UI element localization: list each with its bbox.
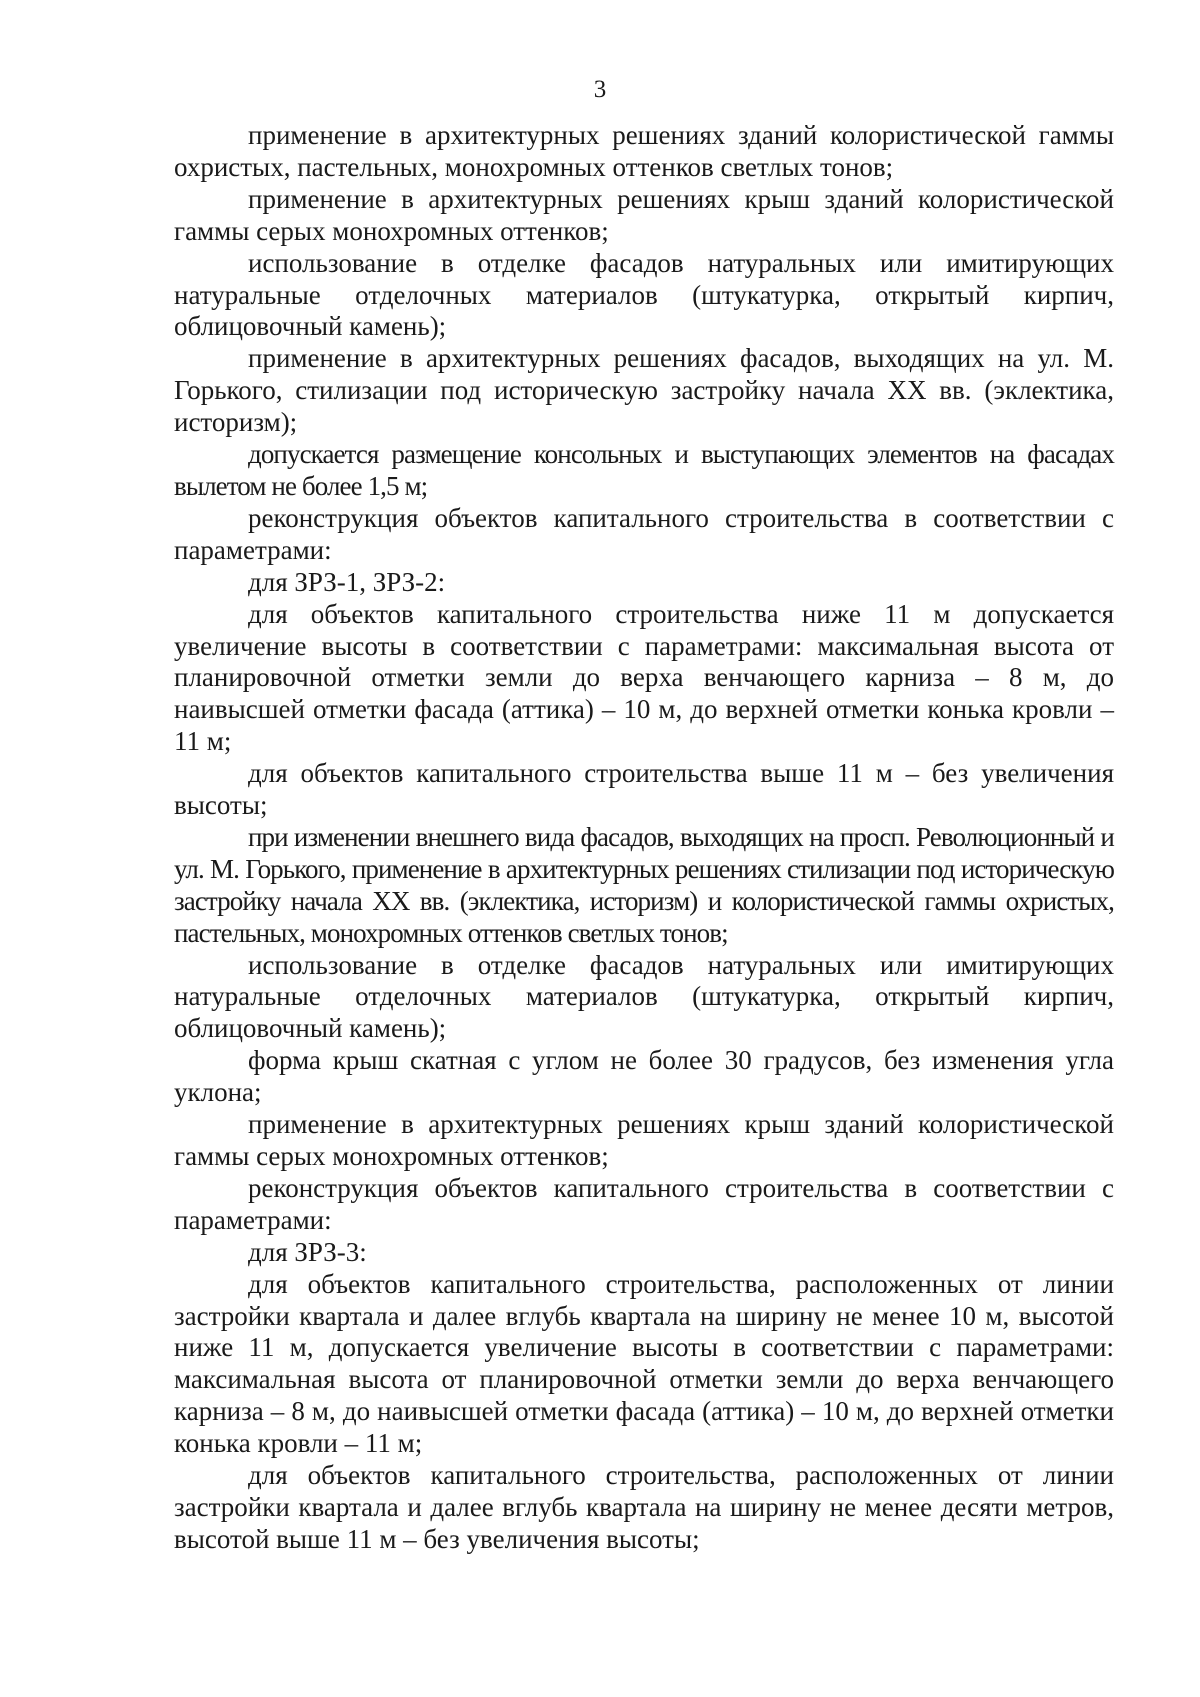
paragraph-3: использование в отделке фасадов натуральных или имитирующих натуральные отделочных материалов (штукатурка, открытый кирпич, облицовочный камень); xyxy=(174,247,1114,342)
paragraph-10: при изменении внешнего вида фасадов, выходящих на просп. Революционный и ул. М. Горького, применение в архитектурных решениях стилизации под историческую застройку начала XX вв. (эклектика, историзм) и колористической гаммы охристых, пастельных, монохромных оттенков светлых тонов; xyxy=(174,821,1114,948)
paragraph-6: реконструкция объектов капитального строительства в соответствии с параметрами: xyxy=(174,502,1114,565)
paragraph-12: форма крыш скатная с углом не более 30 градусов, без изменения угла уклона; xyxy=(174,1045,1114,1108)
paragraph-5: допускается размещение консольных и выступающих элементов на фасадах вылетом не более 1,5 м; xyxy=(174,439,1114,501)
paragraph-9: для объектов капитального строительства выше 11 м – без увеличения высоты; xyxy=(174,758,1114,821)
paragraph-17: для объектов капитального строительства, расположенных от линии застройки квартала и далее вглубь квартала на ширину не менее десяти метров, высотой выше 11 м – без увеличения высоты; xyxy=(174,1460,1114,1554)
paragraph-7: для ЗРЗ-1, ЗРЗ-2: xyxy=(248,566,446,597)
paragraph-14: реконструкция объектов капитального строительства в соответствии с параметрами: xyxy=(174,1172,1114,1235)
paragraph-15: для ЗРЗ-3: xyxy=(248,1236,367,1267)
paragraph-13: применение в архитектурных решениях крыш зданий колористической гаммы серых монохромных оттенков; xyxy=(174,1109,1114,1171)
paragraph-8: для объектов капитального строительства ниже 11 м допускается увеличение высоты в соответствии с параметрами: максимальная высота от планировочной отметки земли до верха венчающего карниза – 8 м, до наивысшей отметки фасада (аттика) – 10 м, до верхней отметки конька кровли – 11 м; xyxy=(174,598,1114,757)
paragraph-1: применение в архитектурных решениях зданий колористической гаммы охристых, пастельных, монохромных оттенков светлых тонов; xyxy=(174,120,1114,182)
paragraph-2: применение в архитектурных решениях крыш зданий колористической гаммы серых монохромных оттенков; xyxy=(174,183,1114,246)
document-body xyxy=(174,120,1114,1556)
page-number: 3 xyxy=(593,76,607,103)
paragraph-4: применение в архитектурных решениях фасадов, выходящих на ул. М. Горького, стилизации под историческую застройку начала XX вв. (эклектика, историзм); xyxy=(174,343,1114,438)
paragraph-11: использование в отделке фасадов натуральных или имитирующих натуральные отделочных материалов (штукатурка, открытый кирпич, облицовочный камень); xyxy=(174,949,1114,1044)
paragraph-16: для объектов капитального строительства, расположенных от линии застройки квартала и далее вглубь квартала на ширину не менее 10 м, высотой ниже 11 м, допускается увеличение высоты в соответствии с параметрами: максимальная высота от планировочной отметки земли до верха венчающего карниза – 8 м, до наивысшей отметки фасада (аттика) – 10 м, до верхней отметки конька кровли – 11 м; xyxy=(174,1268,1114,1459)
